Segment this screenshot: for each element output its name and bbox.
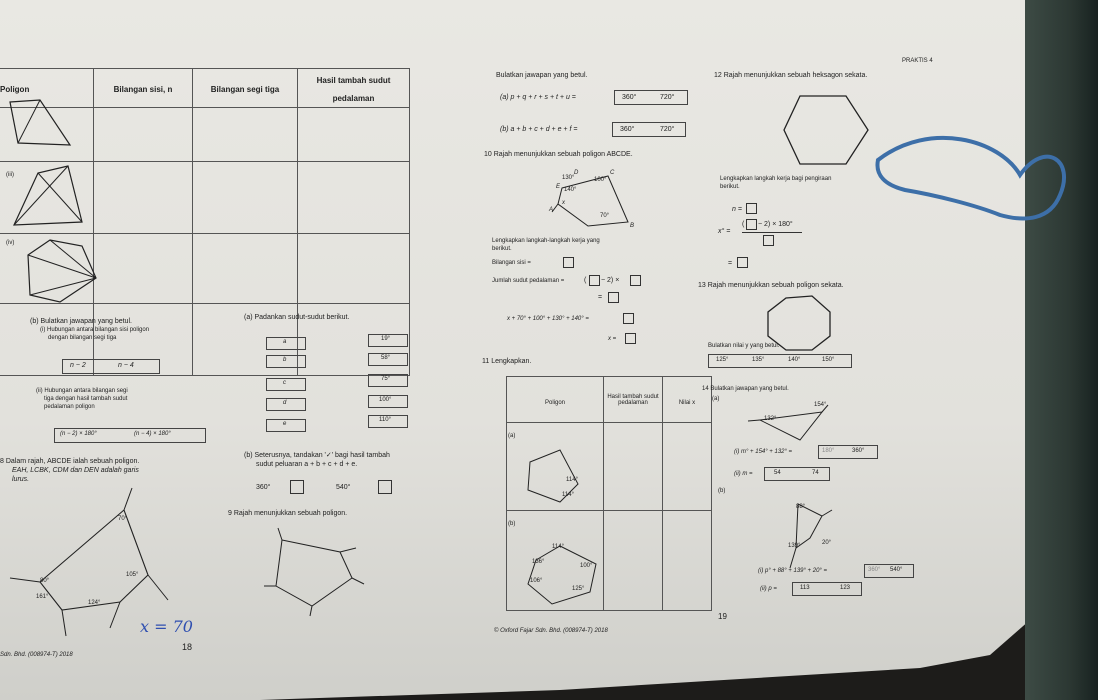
- option-n-2-180[interactable]: (n − 2) × 180°: [60, 431, 97, 437]
- q12-n: n =: [732, 206, 742, 213]
- page-number-left: 18: [182, 642, 193, 652]
- q10-steps: Lengkapkan langkah-langkah kerja yang: [492, 238, 600, 244]
- option-540[interactable]: 540°: [890, 567, 903, 573]
- angle-label: 114°: [562, 492, 574, 498]
- blank-box[interactable]: [746, 219, 757, 230]
- table-header: Bilangan sisi, n: [113, 85, 173, 94]
- checkbox-540[interactable]: [378, 480, 392, 494]
- option-n-minus-2[interactable]: n − 2: [70, 362, 86, 369]
- table-header: Hasil tambah sudut pedalaman: [316, 76, 391, 103]
- praktis-label: PRAKTIS 4: [902, 58, 933, 64]
- q11-text: 11 Lengkapkan.: [482, 358, 532, 365]
- angle-label: 136°: [532, 559, 545, 565]
- match-question-label: (a) Padankan sudut-sudut berikut.: [244, 314, 350, 321]
- row-label: (iii): [6, 172, 14, 178]
- option-540: 540°: [336, 484, 351, 491]
- blank-box[interactable]: [563, 257, 574, 268]
- q10-steps: berikut.: [492, 246, 512, 252]
- match-right-58[interactable]: 58°: [368, 353, 408, 366]
- blank-box[interactable]: [589, 275, 600, 286]
- expr-b: (b) a + b + c + d + e + f =: [500, 126, 578, 133]
- vertex-label: E: [556, 184, 561, 190]
- vertex-label: x: [562, 200, 565, 206]
- option-123[interactable]: 123: [840, 585, 851, 591]
- row-label: (a): [508, 433, 516, 439]
- angle-label: 114°: [552, 544, 564, 550]
- q14b-i: (i) p° + 88° + 139° + 20° =: [758, 568, 827, 574]
- angle-label: 70°: [118, 516, 128, 522]
- table-header: Poligon: [0, 85, 30, 94]
- q10-equation: x + 70° + 100° + 130° + 140° =: [507, 316, 589, 322]
- expr-a: (a) p + q + r + s + t + u =: [500, 94, 576, 101]
- handwritten-answer: x = 70: [140, 617, 193, 636]
- vertex-label: A: [549, 207, 554, 213]
- option-360: 360°: [256, 484, 271, 491]
- table-header: Bilangan segi tiga: [210, 85, 280, 94]
- angle-label: 154°: [814, 402, 827, 408]
- row-label: (iv): [6, 240, 15, 246]
- option-720[interactable]: 720°: [660, 94, 675, 101]
- q12-steps: Lengkapkan langkah kerja bagi pengiraan: [720, 176, 832, 182]
- q14b-ii: (ii) p =: [760, 586, 777, 592]
- checkbox-360[interactable]: [290, 480, 304, 494]
- match-right-19[interactable]: 19°: [368, 334, 408, 347]
- angle-label: 132°: [764, 416, 777, 422]
- q8b-text: (b) Seterusnya, tandakan '✓' bagi hasil tambah: [244, 452, 390, 459]
- match-left-b[interactable]: b: [266, 355, 306, 368]
- q14b-quadrilateral: [0, 0, 1, 1]
- angle-label: 124°: [88, 600, 101, 606]
- page-number-right: 19: [718, 612, 727, 621]
- q8b-text: sudut peluaran a + b + c + d + e.: [256, 461, 358, 468]
- row-label: (b): [508, 521, 516, 527]
- answer-cell[interactable]: [604, 511, 663, 611]
- option-720[interactable]: 720°: [660, 126, 675, 133]
- vertex-label: B: [630, 223, 635, 229]
- vertex-label: C: [610, 170, 615, 176]
- angle-label: 100°: [594, 177, 607, 183]
- angle-label: 80°: [40, 578, 50, 584]
- match-right-110[interactable]: 110°: [368, 415, 408, 428]
- angle-label: 105°: [126, 572, 139, 578]
- question-b-label: (b) Bulatkan jawapan yang betul.: [30, 318, 132, 325]
- angle-label: 106°: [530, 578, 543, 584]
- q9-text: 9 Rajah menunjukkan sebuah poligon.: [228, 510, 348, 517]
- match-right-75[interactable]: 75°: [368, 374, 408, 387]
- match-left-e[interactable]: e: [266, 419, 306, 432]
- blank-box[interactable]: [746, 203, 757, 214]
- answer-cell[interactable]: [663, 423, 712, 511]
- option-135[interactable]: 135°: [752, 357, 765, 363]
- option-n-minus-4[interactable]: n − 4: [118, 362, 134, 369]
- q8-text: EAH, LCBK, CDM dan DEN adalah garis: [12, 467, 139, 474]
- angle-label: 88°: [796, 504, 806, 510]
- table-header: Poligon: [544, 399, 565, 406]
- option-150[interactable]: 150°: [822, 357, 835, 363]
- angle-label: 125°: [572, 586, 585, 592]
- match-right-100[interactable]: 100°: [368, 395, 408, 408]
- angle-label: 139°: [788, 543, 801, 549]
- q14a-label: (a): [712, 396, 720, 402]
- blank-box[interactable]: [737, 257, 748, 268]
- q10-x-equation: x =: [608, 336, 617, 342]
- blank-box[interactable]: [608, 292, 619, 303]
- circle-instruction: Bulatkan jawapan yang betul.: [496, 72, 588, 79]
- blank-box[interactable]: [625, 333, 636, 344]
- q14a-ii: (ii) m =: [734, 471, 753, 477]
- angle-label: 20°: [822, 540, 832, 546]
- q10-jumlah: Jumlah sudut pedalaman =: [492, 278, 565, 284]
- q10-bilangan: Bilangan sisi =: [492, 260, 531, 266]
- angle-label: 114°: [566, 477, 578, 483]
- option-180[interactable]: 180°: [822, 448, 835, 454]
- q14-text: 14 Bulatkan jawapan yang betul.: [702, 386, 789, 392]
- angle-label: 100°: [580, 563, 593, 569]
- q12-text: 12 Rajah menunjukkan sebuah heksagon sekata.: [714, 72, 868, 79]
- question-b-i-text: (i) Hubungan antara bilangan sisi poligon: [40, 327, 150, 333]
- match-left-d[interactable]: d: [266, 398, 306, 411]
- q14b-label: (b): [718, 488, 726, 494]
- option-360[interactable]: 360°: [620, 126, 635, 133]
- option-360[interactable]: 360°: [868, 567, 881, 573]
- match-left-a[interactable]: a: [266, 337, 306, 350]
- question-b-ii-text: (ii) Hubungan antara bilangan segi: [36, 388, 128, 394]
- option-125[interactable]: 125°: [716, 357, 729, 363]
- question-b-ii-text: pedalaman poligon: [44, 404, 95, 410]
- vertex-label: D: [574, 170, 579, 176]
- option-360[interactable]: 360°: [852, 448, 865, 454]
- answer-cell[interactable]: [604, 423, 663, 511]
- q10-text: 10 Rajah menunjukkan sebuah poligon ABCDE.: [484, 151, 633, 158]
- table-header: Nilai x: [678, 399, 696, 406]
- option-140[interactable]: 140°: [788, 357, 801, 363]
- q14a-i: (i) m° + 154° + 132° =: [734, 449, 793, 455]
- option-360[interactable]: 360°: [622, 94, 637, 101]
- angle-label: 161°: [36, 594, 49, 600]
- q13-instruction: Bulatkan nilai y yang betul.: [708, 343, 780, 349]
- angle-label: 70°: [600, 213, 610, 219]
- blank-box[interactable]: [763, 235, 774, 246]
- q13-text: 13 Rajah menunjukkan sebuah poligon sekata.: [698, 282, 844, 289]
- option-74[interactable]: 74: [812, 470, 819, 476]
- angle-label: 140°: [564, 187, 577, 193]
- answer-cell[interactable]: [663, 511, 712, 611]
- option-54[interactable]: 54: [774, 470, 781, 476]
- q8-text: 8 Dalam rajah, ABCDE ialah sebuah poligon.: [0, 458, 140, 465]
- match-left-c[interactable]: c: [266, 378, 306, 391]
- blank-box[interactable]: [623, 313, 634, 324]
- copyright-mid: © Oxford Fajar Sdn. Bhd. (008974-T) 2018: [494, 628, 608, 634]
- table-header: Hasil tambah sudut pedalaman: [607, 393, 659, 406]
- q12-steps: berikut.: [720, 184, 740, 190]
- blank-box[interactable]: [630, 275, 641, 286]
- option-n-4-180[interactable]: (n − 4) × 180°: [134, 431, 171, 437]
- background-edge: [1025, 0, 1098, 700]
- q12-x: x° =: [718, 228, 731, 235]
- q8-text: lurus.: [12, 476, 30, 483]
- angle-label: 130°: [562, 175, 575, 181]
- question-b-ii-text: tiga dengan hasil tambah sudut: [44, 396, 128, 402]
- option-113[interactable]: 113: [800, 585, 810, 591]
- question-b-i-text: dengan bilangan segi tiga: [48, 335, 117, 341]
- copyright-left: Sdn. Bhd. (008974-T) 2018: [0, 652, 73, 658]
